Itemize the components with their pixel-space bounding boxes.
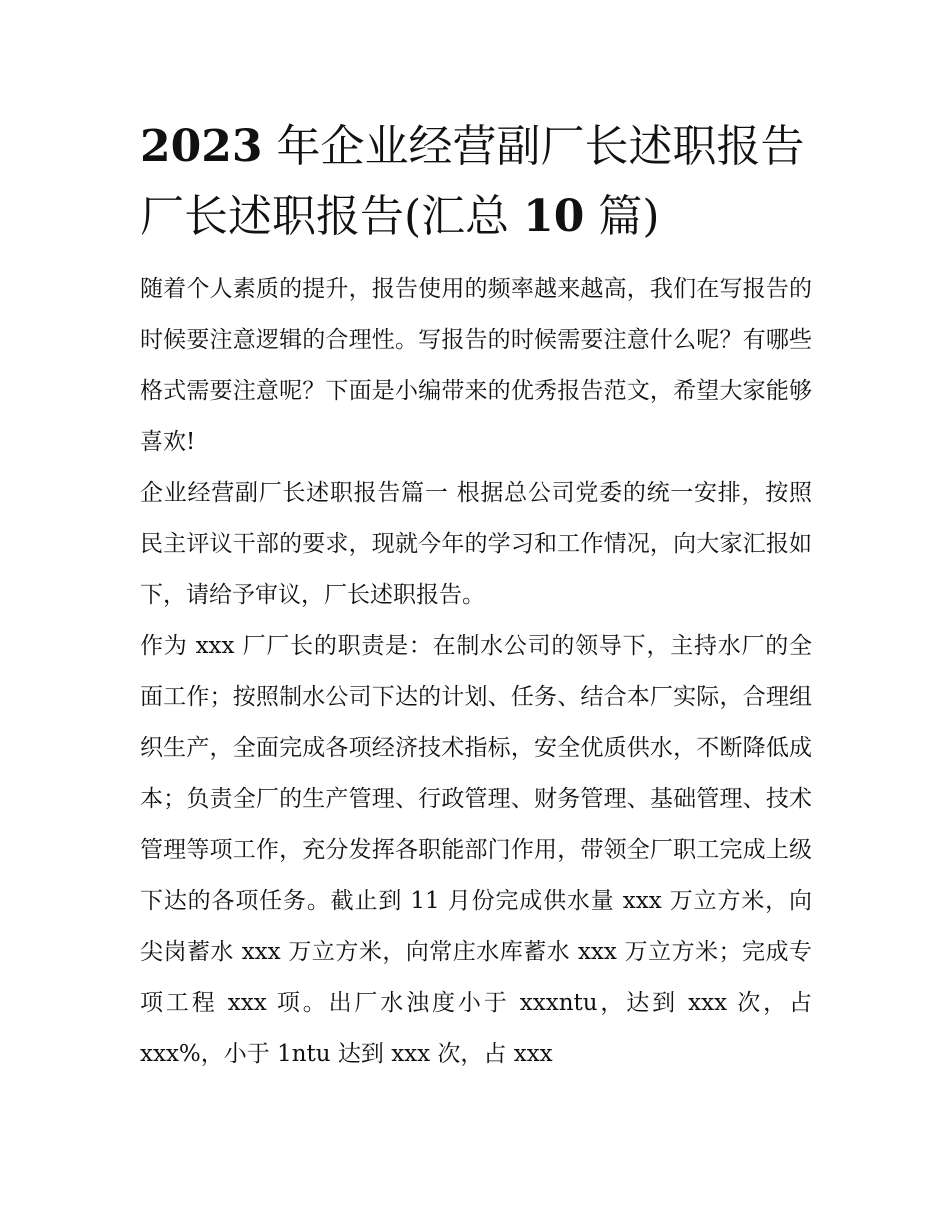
title-text: 年企业经营副厂长述职报告 厂长述职报告(汇总 bbox=[140, 121, 805, 242]
title-count: 10 bbox=[523, 191, 585, 242]
document-title bbox=[140, 112, 812, 252]
document-body bbox=[140, 112, 812, 1080]
intro-paragraph: 随着个人素质的提升，报告使用的频率越来越高，我们在写报告的时候要注意逻辑的合理性。写报告的时候需要注意什么呢？有哪些格式需要注意呢？下面是小编带来的优秀报告范文，希望大家能够喜欢! bbox=[140, 276, 812, 455]
duties-paragraph: 作为 xxx 厂厂长的职责是：在制水公司的领导下，主持水厂的全面工作；按照制水公司下达的计划、任务、结合本厂实际，合理组织生产，全面完成各项经济技术指标，安全优质供水，不断降低成本；负责全厂的生产管理、行政管理、财务管理、基础管理、技术管理等项工作，充分发挥各职能部门作用，带领全厂职工完成上级下达的各项任务。截止到 11 月份完成供水量 xxx 万立方米，向尖岗蓄水 xxx 万立方米，向常庄水库蓄水 xxx 万立方米；完成专项工程 xxx 项。出厂水浊度小于 xxxntu，达到 xxx 次，占 xxx%，小于 1ntu 达到 xxx 次，占 xxx bbox=[140, 633, 812, 1067]
title-year: 2023 bbox=[140, 121, 263, 172]
section-one-paragraph: 企业经营副厂长述职报告篇一 根据总公司党委的统一安排，按照民主评议干部的要求，现就今年的学习和工作情况，向大家汇报如下，请给予审议，厂长述职报告。 bbox=[140, 480, 812, 608]
title-suffix: 篇) bbox=[584, 191, 660, 242]
